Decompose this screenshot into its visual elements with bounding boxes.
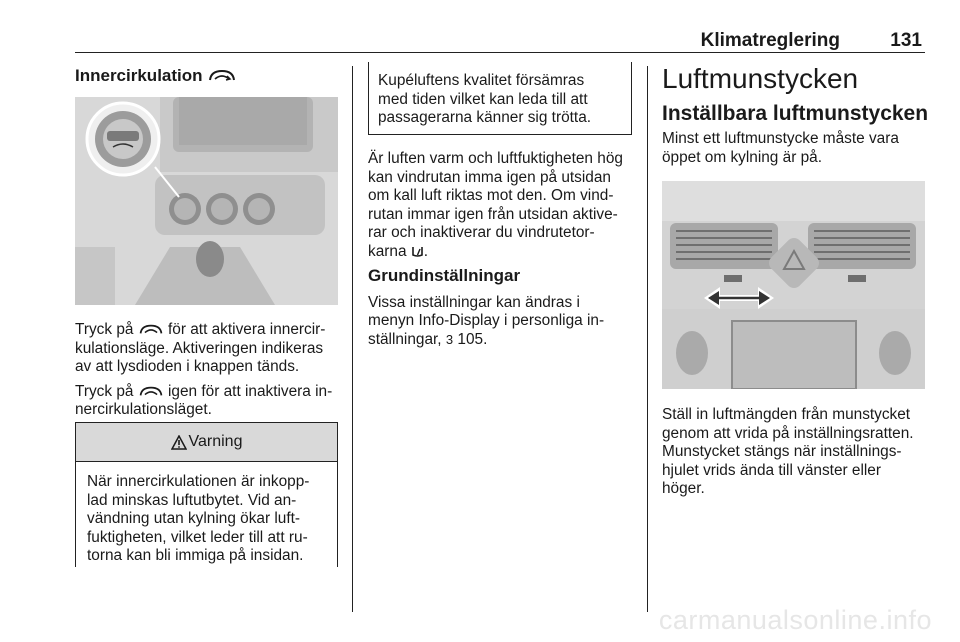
note-line: passagerarna känner sig trötta. — [378, 109, 592, 126]
vent-adjust-paragraph — [662, 406, 937, 499]
recirculation-icon — [138, 323, 164, 336]
para-line: rar och inaktiverar du vindrutetor- — [368, 224, 595, 241]
warning-line: fuktigheten, vilket leder till att ru- — [87, 528, 308, 546]
para-line: Är luften varm och luftfuktigheten hög — [368, 150, 623, 167]
air-vents-photo — [662, 181, 925, 389]
note-box — [368, 62, 632, 135]
watermark: carmanualsonline.info — [658, 605, 932, 635]
note-line: med tiden vilket kan leda till att — [378, 90, 588, 108]
settings-line: Vissa inställningar kan ändras i — [368, 293, 580, 311]
recirculation-instructions — [75, 321, 345, 420]
climate-panel-photo — [75, 97, 338, 305]
basic-settings-section — [368, 267, 640, 349]
intro-line: öppet om kylning är på. — [662, 148, 822, 166]
warning-line: När innercirkulationen är inkopp- — [87, 473, 310, 490]
para-line: rutan immar igen från utsidan aktive- — [368, 205, 618, 223]
warning-header — [76, 422, 337, 462]
instruction-deactivate — [75, 383, 345, 420]
left-column — [75, 67, 343, 86]
warning-line: torna kan bli immiga på insidan. — [87, 547, 304, 564]
para-line: kan vindrutan imma igen på utsidan — [368, 168, 611, 186]
note-text — [369, 62, 631, 128]
settings-line-last — [368, 331, 640, 350]
warning-title: Varning — [188, 433, 243, 450]
warning-text — [76, 462, 337, 566]
basic-settings-heading: Grundinställningar — [368, 266, 521, 285]
fog-paragraph — [368, 150, 640, 261]
settings-page-ref[interactable]: 105. — [457, 330, 488, 348]
instruction-activate — [75, 321, 345, 377]
air-vents-illustration — [662, 181, 925, 389]
climate-panel-illustration — [75, 97, 338, 305]
para-last-after: . — [423, 242, 429, 260]
body-line: Munstycket stängs när inställnings- — [662, 443, 902, 460]
section-title-air-vents: Luftmunstycken — [662, 63, 859, 94]
vents-intro — [662, 130, 937, 167]
column-divider-left — [352, 66, 353, 612]
para-last-before: karna — [368, 242, 407, 260]
page-number: 131 — [890, 30, 922, 51]
recirculation-icon — [138, 385, 164, 398]
column-divider-right — [647, 66, 648, 612]
note-line: Kupéluftens kvalitet försämras — [378, 72, 585, 89]
recirculation-icon — [207, 68, 237, 83]
body-line: Ställ in luftmängden från munstycket — [662, 406, 911, 423]
warning-box — [75, 422, 338, 567]
body-line: genom att vrida på inställningsratten. — [662, 424, 914, 442]
settings-last-before: ställningar, — [368, 330, 442, 348]
warning-line: lad minskas luftutbytet. Vid an- — [87, 491, 297, 509]
right-column — [662, 63, 937, 167]
page-reference-icon: 3 — [445, 331, 454, 347]
p2-line2: nercirkulationsläget. — [75, 401, 212, 418]
windscreen-wiper-icon — [411, 245, 424, 258]
body-line: hjulet vrids ända till vänster eller — [662, 461, 881, 479]
section-heading-recirculation — [75, 67, 343, 86]
p1-after: för att aktivera innercir- — [168, 321, 326, 338]
p1-before: Tryck på — [75, 321, 134, 338]
p1-line2: kulationsläge. Aktiveringen indikeras — [75, 339, 324, 357]
subsection-title-adjustable-vents: Inställbara luftmunstycken — [662, 102, 929, 125]
para-line-last — [368, 243, 640, 262]
page-header-title: Klimatreglering — [700, 30, 840, 51]
p2-after: igen för att inaktivera in- — [168, 382, 333, 400]
p1-line3: av att lysdioden i knappen tänds. — [75, 358, 300, 375]
warning-line: vändning utan kylning ökar luft- — [87, 510, 301, 527]
p2-before: Tryck på — [75, 382, 134, 400]
heading-text: Innercirkulation — [75, 66, 203, 85]
intro-line: Minst ett luftmunstycke måste vara — [662, 130, 899, 147]
body-line: höger. — [662, 480, 705, 497]
header-rule — [75, 52, 925, 53]
warning-triangle-icon — [171, 435, 187, 450]
para-line: om kall luft riktas mot den. Om vind- — [368, 187, 614, 204]
settings-line: menyn Info-Display i personliga in- — [368, 312, 605, 329]
